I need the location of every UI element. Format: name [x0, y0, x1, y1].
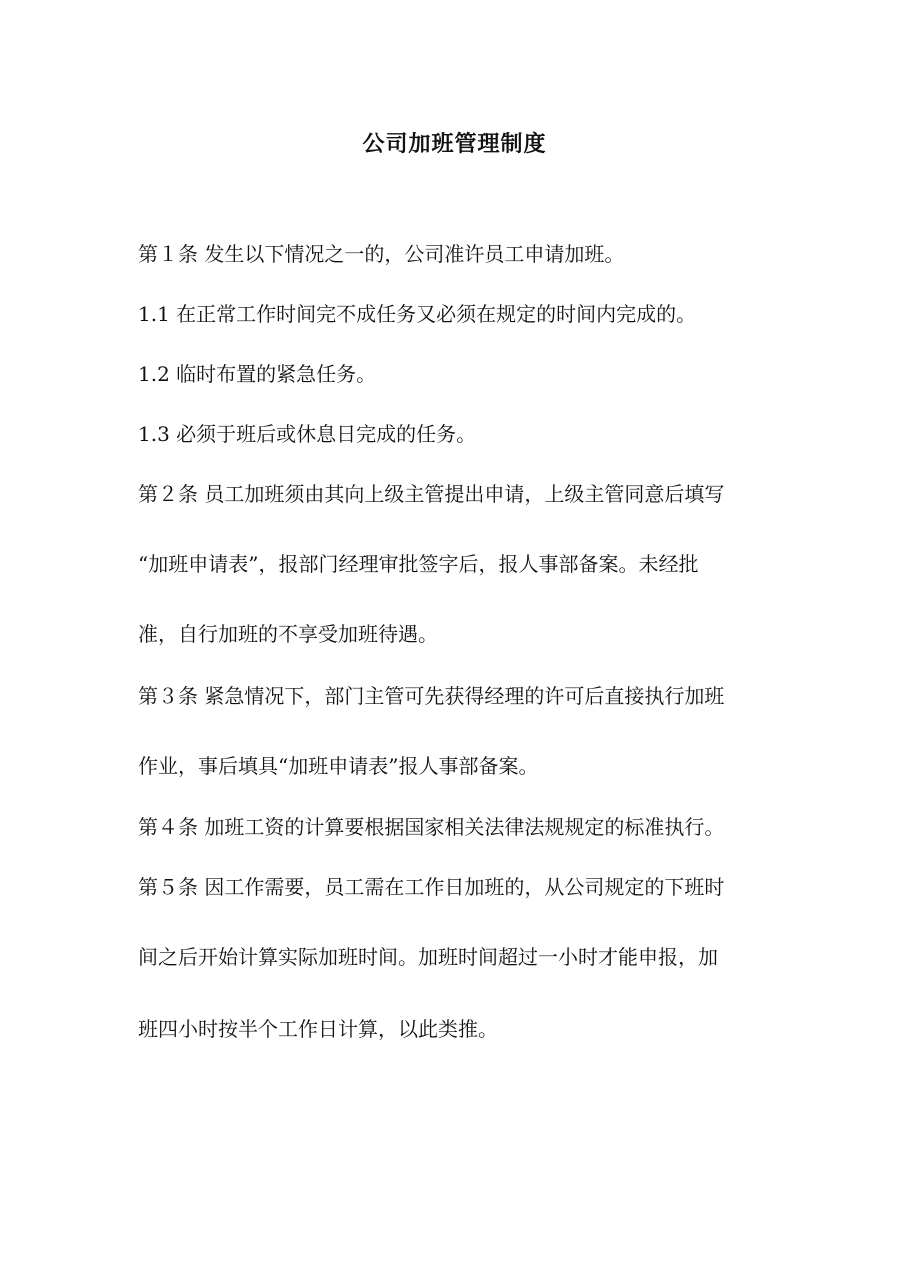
article-5-line-1: 第５条 因工作需要，员工需在工作日加班的，从公司规定的下班时 [138, 875, 725, 899]
article-2-line-2: “加班申请表”，报部门经理审批签字后，报人事部备案。未经批 [138, 552, 699, 576]
document-title: 公司加班管理制度 [362, 131, 547, 157]
article-2-line-3: 准，自行加班的不享受加班待遇。 [138, 622, 438, 646]
article-3-line-2: 作业，事后填具“加班申请表”报人事部备案。 [138, 754, 539, 778]
clause-1-3: 1.3 必须于班后或休息日完成的任务。 [138, 422, 477, 446]
clause-1-2: 1.2 临时布置的紧急任务。 [138, 362, 377, 386]
article-2-line-1: 第２条 员工加班须由其向上级主管提出申请，上级主管同意后填写 [138, 482, 725, 506]
clause-1-1: 1.1 在正常工作时间完不成任务又必须在规定的时间内完成的。 [138, 302, 697, 326]
article-3-line-1: 第３条 紧急情况下，部门主管可先获得经理的许可后直接执行加班 [138, 684, 725, 708]
article-1: 第１条 发生以下情况之一的，公司准许员工申请加班。 [138, 242, 625, 266]
article-5-line-2: 间之后开始计算实际加班时间。加班时间超过一小时才能申报，加 [138, 945, 718, 969]
article-4: 第４条 加班工资的计算要根据国家相关法律法规规定的标准执行。 [138, 815, 725, 839]
article-5-line-3: 班四小时按半个工作日计算，以此类推。 [138, 1017, 498, 1041]
